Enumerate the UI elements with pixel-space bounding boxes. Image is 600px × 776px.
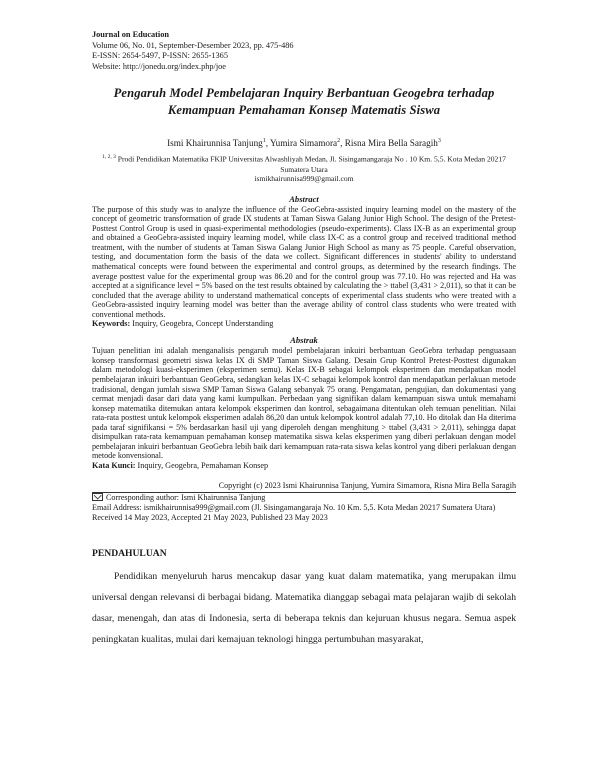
author-name: Ismi Khairunnisa Tanjung — [167, 138, 263, 149]
corresponding-email: Email Address: ismikhairunnisa999@gmail.com (Jl. Sisingamangaraja No. 10 Km. 5,5. Kota Medan 20217 Sumatera Utara) — [92, 502, 496, 512]
journal-issn: E-ISSN: 2654-5497, P-ISSN: 2655-1365 — [92, 51, 228, 61]
keywords — [92, 319, 516, 329]
author-sup: 3 — [437, 138, 441, 145]
author-name: Risna Mira Bella Saragih — [344, 138, 438, 149]
section-heading: PENDAHULUAN — [92, 548, 167, 560]
corresponding-author: Corresponding author: Ismi Khairunnisa Tanjung — [106, 492, 266, 502]
paper-title: Pengaruh Model Pembelajaran Inquiry Berbantuan Geogebra terhadap Kemampuan Pemahaman Konsep Matematis Siswa — [113, 86, 495, 118]
affiliation — [92, 153, 516, 183]
journal-website[interactable]: Website: http://jonedu.org/index.php/joe — [92, 61, 226, 71]
envelope-icon — [92, 493, 103, 501]
abstract-heading: Abstract — [289, 193, 319, 204]
author-sup: 1 — [262, 138, 266, 145]
abstrak-heading: Abstrak — [290, 335, 318, 346]
journal-header — [92, 30, 516, 72]
section-body: Pendidikan menyeluruh harus mencakup dasar yang kuat dalam matematika, yang merupakan ilmu universal dengan relevansi di berbagai bidang. Matematika dianggap sebagai mata pelajaran wajib di sekolah dasar, menengah, dan atas di Indonesia, serta di beberapa teknis dan kejuruan khusus negara. Semua aspek peningkatan kualitas, mulai dari kemajuan teknologi hingga pertumbuhan masyarakat, — [92, 571, 516, 646]
keywords-text: Inquiry, Geogebra, Concept Understanding — [132, 319, 274, 329]
kata-kunci — [92, 461, 516, 471]
author-email[interactable]: ismikhairunnisa999@gmail.com — [254, 174, 354, 184]
author-name: Yumira Simamora — [270, 138, 338, 149]
paper-page — [92, 30, 516, 650]
kata-kunci-text: Inquiry, Geogebra, Pemahaman Konsep — [137, 460, 269, 470]
affiliation-text: Prodi Pendidikan Matematika FKIP Universitas Alwashliyah Medan, Jl. Sisingamangaraja No . 10 Km. 5,5. Kota Medan 20217 Sumatera Utara — [117, 154, 506, 174]
correspondence-block — [92, 493, 516, 523]
journal-volume: Volume 06, No. 01, September-Desember 2023, pp. 475-486 — [92, 40, 294, 50]
article-dates: Received 14 May 2023, Accepted 21 May 2023, Published 23 May 2023 — [92, 513, 328, 523]
author-list: Ismi Khairunnisa Tanjung$^1$, Yumira Simamora$^2$, Risna Mira Bella Saragih$^3$ — [167, 138, 441, 149]
kata-kunci-label: Kata Kunci: — [92, 460, 136, 470]
abstrak-text: Tujuan penelitian ini adalah menganalisis pengaruh model pembelajaran inkuiri berbantuan GeoGebra terhadap penguasaan konsep transformasi geometri siswa kelas IX di SMP Taman Siswa Galang. Desain Grup Kontrol Pretest-Posttest digunakan dalam metodologi kuasi-eksperimen (eksperimen semu). Kelas IX-B sebagai kelompok eksperimen dan mendapatkan model pembelajaran inkuiri berbantuan GeoGebra, sedangkan kelas IX-C sebagai kelompok kontrol dan mendapatkan perlakuan metode tradisional, dengan jumlah siswa SMP Taman Siswa Galang sebanyak 75 orang. Pengamatan, pengujian, dan dokumentasi yang cermat menjadi dasar dari data yang kami kumpulkan. Perbedaan yang signifikan dalam kemampuan siswa untuk memahami konsep matematika ditemukan antara kelompok eksperimen dan kontrol, sebagaimana ditentukan oleh temuan penelitian. Nilai rata-rata posttest untuk kelompok eksperimen adalah 86,20 dan untuk kelompok kontrol adalah 77,10. Ho ditolak dan Ha diterima pada taraf signifikansi = 5% berdasarkan hasil uji yang diperoleh dengan menghitung > ttabel (3,431 > 2,011), sehingga dapat disimpulkan rata-rata kemampuan pemahaman konsep matematika siswa kelas eksperimen yang diberi perlakuan dengan model pembelajaran inkuiri berbantuan GeoGebra lebih baik dari kemampuan rata-rata siswa kelas kontrol yang diberi perlakuan dengan metode konvensional. — [92, 346, 516, 461]
journal-name: Journal on Education — [92, 30, 169, 39]
abstract-text: The purpose of this study was to analyze the influence of the GeoGebra-assisted inquiry learning model on the mastery of the concept of geometric transformation of grade IX students at Taman Siswa Galang Junior High School. The design of the Pretest-Posttest Control Group is used in quasi-experimental methodologies (pseudo-experiments). Class IX-B as an experimental group and obtained a GeoGebra-assisted inquiry learning model, while class IX-C as a control group and received traditional method treatment, with the number of students at Taman Siswa Galang Junior High School as many as 75 people. Careful observation, testing, and documentation form the basis of the data we collect. Significant differences in students' ability to understand mathematical concepts were found between the experimental and control groups, as determined by the research findings. The average posttest value for the experimental group was 86.20 and for the control group was 77.10. Ho was rejected and Ha was accepted at a significance level = 5% based on the test results obtained by calculating the > ttabel (3,431 > 2,011), so that it can be concluded that the average ability to understand mathematical concepts of experimental class students who were treated with a GeoGebra-assisted inquiry learning model was better than the average ability of control class students who were treated with conventional methods. — [92, 204, 516, 319]
copyright-notice: Copyright (c) 2023 Ismi Khairunnisa Tanjung, Yumira Simamora, Risna Mira Bella Saragih — [218, 480, 516, 490]
affiliation-sup: 1, 2, 3 — [102, 154, 116, 161]
keywords-label: Keywords: — [92, 319, 131, 329]
author-sup: 2 — [337, 138, 341, 145]
